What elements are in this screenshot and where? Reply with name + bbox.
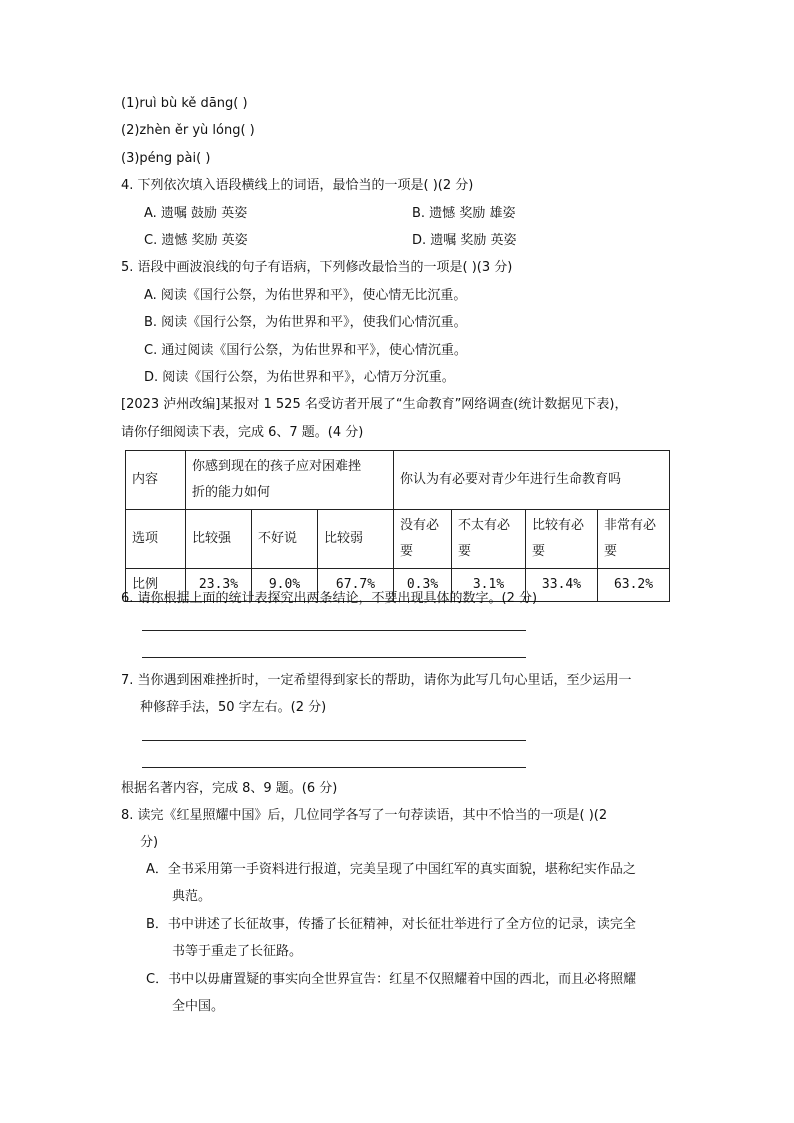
- answer-line[interactable]: [142, 657, 526, 658]
- q7-line-1: 7. 当你遇到困难挫折时，一定希望得到家长的帮助，请你为此写几句心里话，至少运用一: [121, 673, 632, 688]
- q4-option-b: B. 遗憾 奖励 雄姿: [412, 206, 516, 221]
- table-option-cell: [318, 510, 394, 569]
- q5-option-a: A. 阅读《国行公祭，为佑世界和平》，使心情无比沉重。: [144, 288, 467, 303]
- q5-option-c: C. 通过阅读《国行公祭，为佑世界和平》，使心情沉重。: [144, 343, 467, 358]
- table-ratio-value: 0.3%: [394, 569, 452, 602]
- q8-stem-line-1: 8. 读完《红星照耀中国》后，几位同学各写了一句荐读语，其中不恰当的一项是( )(2: [121, 808, 608, 823]
- table-ratio-value: 9.0%: [252, 569, 318, 602]
- q8-option-b-line-2: 书等于重走了长征路。: [172, 944, 303, 959]
- table-label-content: 内容: [126, 451, 186, 510]
- survey-intro-line-1: [2023 泸州改编]某报对 1 525 名受访者开展了“生命教育”网络调查(统计数据见下表)，: [121, 397, 628, 412]
- table-header-ability-line-2: 折的能力如何: [192, 485, 271, 500]
- reading-intro: 根据名著内容，完成 8、9 题。(6 分): [121, 781, 338, 796]
- table-header-ability: [186, 451, 394, 510]
- q6-stem: 6. 请你根据上面的统计表探究出两条结论，不要出现具体的数字。(2 分): [121, 591, 538, 606]
- table-option-text: 比较弱: [324, 531, 364, 546]
- answer-line[interactable]: [142, 767, 526, 768]
- table-option-text: 不好说: [258, 531, 298, 546]
- q5-option-d: D. 阅读《国行公祭，为佑世界和平》，心情万分沉重。: [144, 370, 455, 385]
- table-option-text: 比较有必: [532, 518, 585, 533]
- table-row-options: [126, 510, 670, 569]
- q4-option-a: A. 遗嘱 鼓励 英姿: [144, 206, 248, 221]
- table-option-cell: [252, 510, 318, 569]
- table-option-text: 非常有必: [604, 518, 657, 533]
- table-option-cell: [186, 510, 252, 569]
- q8-option-c-line-1: C．书中以毋庸置疑的事实向全世界宣告：红星不仅照耀着中国的西北，而且必将照耀: [146, 972, 637, 987]
- q8-option-a-line-2: 典范。: [172, 889, 212, 904]
- table-ratio-value: 67.7%: [318, 569, 394, 602]
- q7-line-2: 种修辞手法，50 字左右。(2 分): [140, 700, 327, 715]
- table-option-text: 不太有必: [458, 518, 511, 533]
- table-option-cell: [394, 510, 452, 569]
- table-option-text: 比较强: [192, 531, 232, 546]
- pinyin-item-2: (2)zhèn ěr yù lóng( ): [121, 123, 255, 138]
- survey-table: [125, 450, 670, 602]
- answer-line[interactable]: [142, 740, 526, 741]
- q4-option-c: C. 遗憾 奖励 英姿: [144, 233, 248, 248]
- q5-option-b: B. 阅读《国行公祭，为佑世界和平》，使我们心情沉重。: [144, 315, 467, 330]
- q8-stem-line-2: 分): [140, 835, 159, 850]
- q8-option-c-line-2: 全中国。: [172, 999, 225, 1014]
- q5-stem: 5. 语段中画波浪线的句子有语病，下列修改最恰当的一项是( )(3 分): [121, 260, 513, 275]
- table-ratio-value: 3.1%: [452, 569, 526, 602]
- table-option-text: 要: [400, 544, 414, 559]
- table-option-cell: [452, 510, 526, 569]
- table-label-options: 选项: [126, 510, 186, 569]
- table-label-ratio: 比例: [126, 569, 186, 602]
- table-option-text: 要: [458, 544, 472, 559]
- answer-line[interactable]: [142, 630, 526, 631]
- q4-option-d: D. 遗嘱 奖励 英姿: [412, 233, 517, 248]
- table-row-content: [126, 451, 670, 510]
- table-option-text: 要: [604, 544, 618, 559]
- survey-intro-line-2: 请你仔细阅读下表，完成 6、7 题。(4 分): [121, 425, 364, 440]
- table-option-cell: [526, 510, 598, 569]
- table-header-ability-line-1: 你感到现在的孩子应对困难挫: [192, 459, 362, 474]
- q8-option-a-line-1: A．全书采用第一手资料进行报道，完美呈现了中国红军的真实面貌，堪称纪实作品之: [146, 862, 636, 877]
- pinyin-item-3: (3)péng pài( ): [121, 151, 211, 166]
- table-ratio-value: 23.3%: [186, 569, 252, 602]
- pinyin-item-1: (1)ruì bù kě dāng( ): [121, 96, 248, 111]
- q4-stem: 4. 下列依次填入语段横线上的词语，最恰当的一项是( )(2 分): [121, 178, 474, 193]
- table-header-necessity: 你认为有必要对青少年进行生命教育吗: [394, 451, 670, 510]
- table-option-text: 没有必: [400, 518, 440, 533]
- table-option-text: 要: [532, 544, 546, 559]
- table-ratio-value: 33.4%: [526, 569, 598, 602]
- q8-option-b-line-1: B．书中讲述了长征故事，传播了长征精神，对长征壮举进行了全方位的记录，读完全: [146, 917, 636, 932]
- table-option-cell: [598, 510, 670, 569]
- table-ratio-value: 63.2%: [598, 569, 670, 602]
